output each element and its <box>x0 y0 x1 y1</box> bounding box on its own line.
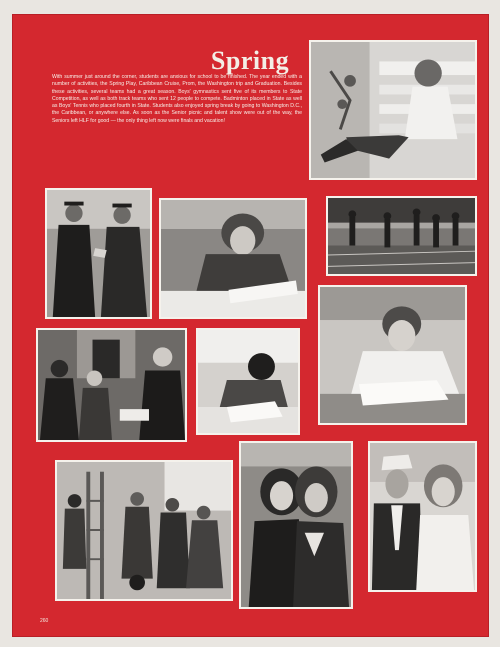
photo-student-test <box>196 328 300 435</box>
photo-graduates-in-gowns <box>45 188 152 319</box>
photo-student-writing <box>159 198 307 319</box>
photo-student-studying <box>318 285 467 425</box>
page-title: Spring <box>210 46 290 75</box>
photo-two-girls <box>239 441 353 609</box>
photo-student-on-bench <box>309 40 477 180</box>
photo-couple <box>368 441 477 592</box>
photo-stage-rehearsal <box>55 460 233 601</box>
photo-track-runners <box>326 196 477 276</box>
body-text: With summer just around the corner, students are anxious for school to be finished. The year ended with a number of activities, the Spring Play, Caribbean Cruise, Prom, the Washington trip and Graduation. Besides these activities, several teams had a great season. Boys' gymnastics sent five of its members to State Competition, as well as both track teams who sent 12 people to compete. Badminton placed in State as well as Boys' Tennis who placed fourth in State. Students also enjoyed spring break by going to Washington D.C., the Caribbean, or anywhere else. As soon as the Senior picnic and talent show were out of the way, the Seniors left HLF for good — the only thing left now were finals and vacation! <box>52 74 302 124</box>
page-number: 260 <box>40 618 49 624</box>
photo-play-cast <box>36 328 187 442</box>
